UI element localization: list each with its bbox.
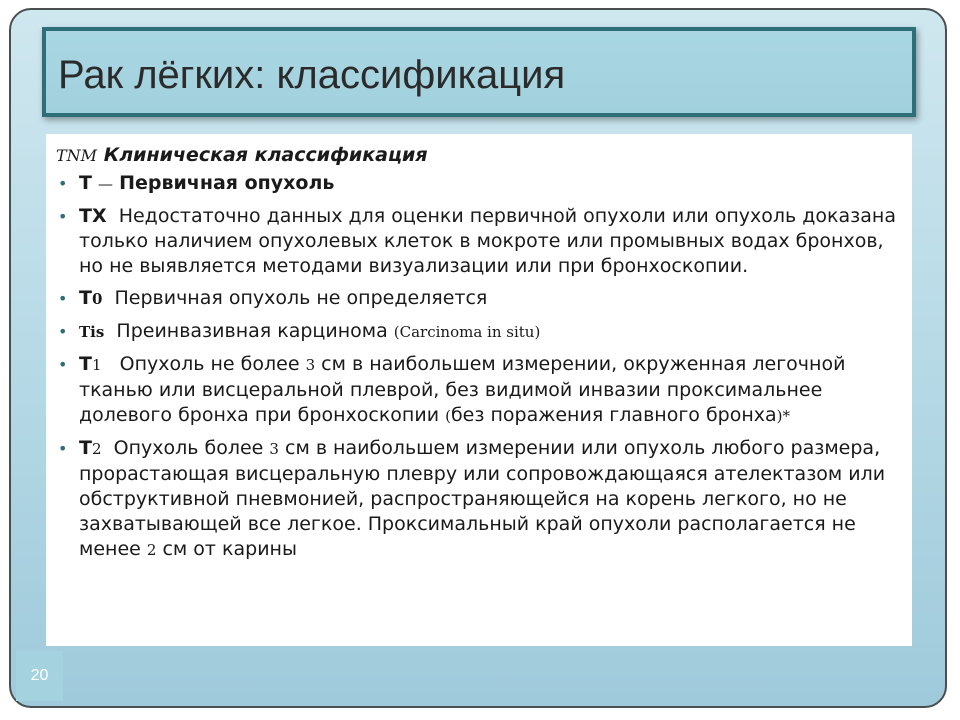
item-separator: —	[98, 175, 114, 193]
item-text-b: см в наибольшем измерении, окруженная легочной тканью или висцеральной плеврой, без видимой инвазии проксимальнее долевого бронха при бронхоскопии	[79, 353, 846, 426]
item-code: T	[79, 172, 92, 194]
item-code: Tis	[79, 323, 105, 341]
item-number-2: 2	[146, 541, 157, 559]
item-text-b: см в наибольшем измерении или опухоль любого размера, прорастающая висцеральную плевру или сопровождающаяся ателектазом или обструктивной пневмонией, распространяющейся на корень легкого, но не захватывающей все легкое. Проксимальный край опухоли располагается не менее	[79, 437, 886, 560]
tnm-prefix: TNM	[56, 146, 98, 165]
heading-text: Клиническая классификация	[103, 144, 428, 166]
item-text: Первичная опухоль не определяется	[114, 287, 488, 309]
item-t1	[56, 352, 906, 429]
title-bar	[42, 27, 916, 117]
item-text-c: без поражения главного бронха	[450, 404, 777, 426]
bullet-icon: •	[58, 174, 68, 193]
item-t	[56, 171, 906, 197]
item-code: TX	[79, 205, 107, 227]
item-note: (Carcinoma in situ)	[393, 323, 541, 341]
bullet-icon: •	[58, 355, 68, 374]
item-code-letter: T	[79, 353, 92, 375]
item-code-letter: T	[79, 287, 92, 309]
bullet-icon: •	[58, 322, 68, 341]
item-text-a: Опухоль более	[113, 437, 264, 459]
item-tis	[56, 319, 906, 345]
content-panel	[46, 134, 912, 646]
item-text-a: Опухоль не более	[119, 353, 300, 375]
item-paren-close: )*	[776, 407, 791, 425]
item-text-c: см от карины	[162, 538, 297, 560]
slide-title: Рак лёгких: классификация	[58, 53, 566, 97]
item-code-digit: 1	[91, 356, 102, 374]
item-code-digit: 2	[91, 440, 102, 458]
bullet-icon: •	[58, 289, 68, 308]
item-paren-open: (	[445, 407, 451, 425]
classification-heading	[56, 143, 906, 168]
item-t0	[56, 286, 906, 312]
slide-number: 20	[16, 651, 63, 701]
item-text: Первичная опухоль	[119, 172, 335, 194]
content-body	[56, 143, 906, 570]
item-tx	[56, 204, 906, 279]
item-text: Преинвазивная карцинома	[116, 320, 388, 342]
item-number: 3	[269, 440, 279, 458]
item-code-digit: 0	[91, 290, 103, 308]
item-text: Недостаточно данных для оценки первичной опухоли или опухоль доказана только наличием опухолевых клеток в мокроте или промывных водах бронхов, но не выявляется методами визуализации или при бронхоскопии.	[79, 205, 896, 277]
item-code-letter: T	[79, 437, 92, 459]
bullet-icon: •	[58, 207, 68, 226]
item-t2	[56, 436, 906, 563]
bullet-icon: •	[58, 439, 68, 458]
item-number: 3	[305, 356, 316, 374]
